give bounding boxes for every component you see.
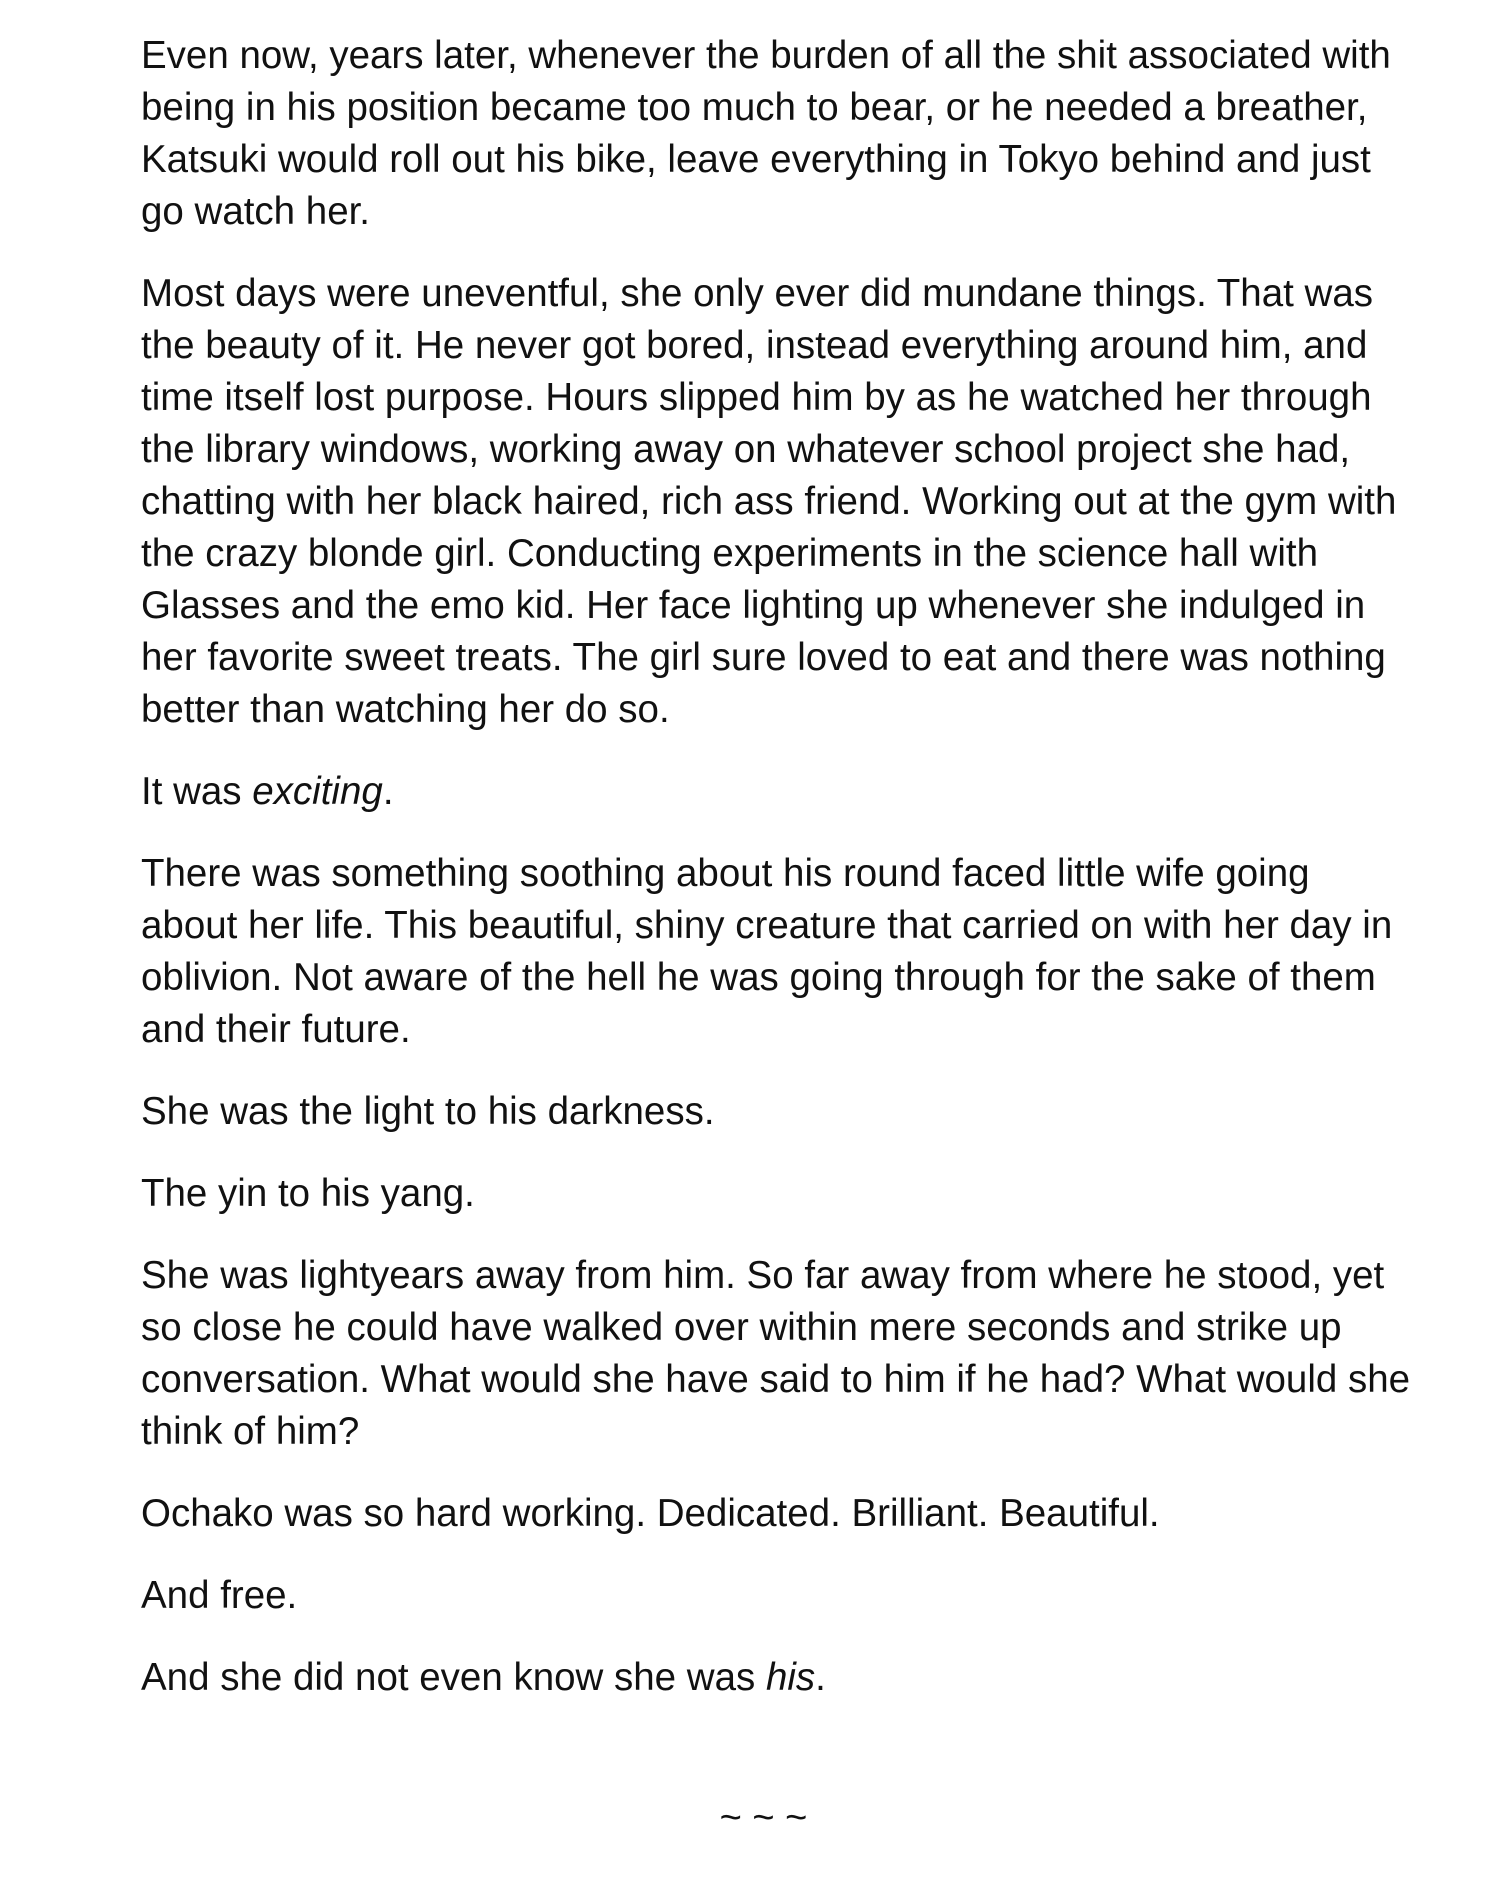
italic-text: exciting	[252, 770, 383, 813]
paragraph: And free.	[141, 1574, 298, 1617]
paragraph: The yin to his yang.	[141, 1172, 475, 1215]
paragraph: There was something soothing about his round faced little wife going about her life. This beautiful, shiny creature that carried on with her day in oblivion. Not aware of the hell he was going through for the sake of them and their future.	[141, 852, 1393, 1051]
paragraph: Ochako was so hard working. Dedicated. Brilliant. Beautiful.	[141, 1492, 1160, 1535]
text-run: .	[815, 1656, 826, 1699]
paragraph	[141, 766, 1411, 818]
paragraph	[141, 1652, 1411, 1704]
paragraph: Even now, years later, whenever the burden of all the shit associated with being in his position became too much to bear, or he needed a breather, Katsuki would roll out his bike, leave everything in Tokyo behind and just go watch her.	[141, 34, 1391, 233]
paragraph: She was lightyears away from him. So far away from where he stood, yet so close he could have walked over within mere seconds and strike up conversation. What would she have said to him if he had? What would she think of him?	[141, 1254, 1411, 1453]
italic-text: his	[765, 1656, 816, 1699]
text-run: It was	[141, 770, 253, 813]
paragraph: She was the light to his darkness.	[141, 1090, 715, 1133]
scene-separator: ~ ~ ~	[719, 1797, 808, 1839]
text-run: And she did not even know she was	[141, 1656, 766, 1699]
story-text	[141, 30, 1411, 1734]
text-run: .	[382, 770, 394, 813]
paragraph: Most days were uneventful, she only ever did mundane things. That was the beauty of it. He never got bored, instead everything around him, and time itself lost purpose. Hours slipped him by as he watched her through the library windows, working away on whatever school project she had, chatting with her black haired, rich ass friend. Working out at the gym with the crazy blonde girl. Conducting experiments in the science hall with Glasses and the emo kid. Her face lighting up whenever she indulged in her favorite sweet treats. The girl sure loved to eat and there was nothing better than watching her do so.	[141, 272, 1397, 731]
